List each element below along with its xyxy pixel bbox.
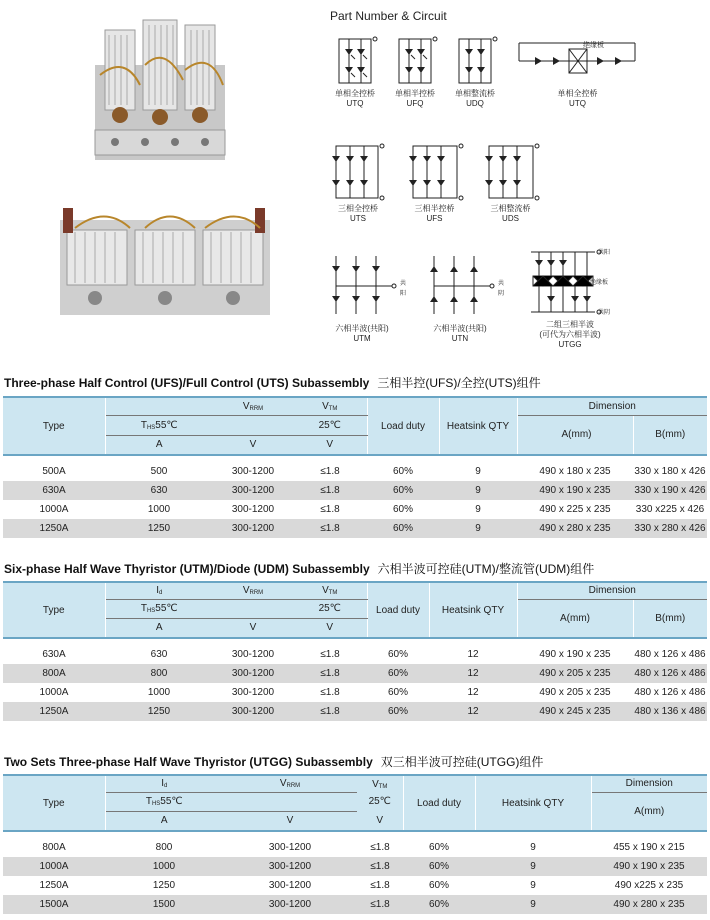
table-cell: ≤1.8 [293, 500, 367, 519]
circuit-diagram-icon [391, 35, 439, 87]
col-bmm: B(mm) [633, 599, 707, 638]
table-cell: 9 [475, 876, 591, 895]
section-title [4, 753, 543, 770]
col-ths: $T_{HS}55℃$ [105, 792, 223, 811]
table-cell: 1250A [3, 876, 105, 895]
circuit-code: UTN [451, 334, 469, 343]
table-cell: 300-1200 [223, 838, 357, 857]
table-row [3, 664, 707, 683]
circuit-cn: (可代为六相半波) [539, 330, 601, 339]
table-cell: 60% [367, 462, 439, 481]
circuit-cn: 六相半波(共阳) [335, 324, 389, 333]
table-cell: 60% [403, 895, 475, 914]
circuit-code: UTM [353, 334, 371, 343]
table-cell: 490 x 190 x 235 [517, 645, 633, 664]
table-cell: 1000 [105, 500, 213, 519]
circuit-cn: 三相全控桥 [338, 204, 378, 213]
col-blank [223, 792, 357, 811]
product-photo-bottom [55, 200, 275, 320]
circuit-tag: 共阴 [598, 310, 611, 316]
table-cell: 490 x 180 x 235 [517, 462, 633, 481]
table-cell: 300-1200 [213, 462, 293, 481]
section-title [4, 374, 541, 391]
circuit-cn: 单相整流桥 [455, 89, 495, 98]
table-cell: ≤1.8 [293, 683, 367, 702]
spacer-cell [3, 831, 707, 838]
table-cell: 490 x 205 x 235 [517, 683, 633, 702]
circuit-diagram-icon [322, 252, 402, 322]
circuit-utgg [520, 246, 620, 350]
table-cell: ≤1.8 [357, 895, 403, 914]
table-cell: 300-1200 [223, 857, 357, 876]
col-vtm: $V_{TM}$ [293, 582, 367, 599]
table-cell: 300-1200 [213, 664, 293, 683]
table-cell: 60% [367, 645, 429, 664]
circuit-diagram-icon [405, 142, 465, 202]
circuit-utq-insulated [515, 35, 640, 109]
table-cell: 480 x 126 x 486 [633, 645, 707, 664]
table-cell: 1000 [105, 683, 213, 702]
table-cell: 9 [439, 500, 517, 519]
col-heat: Heatsink QTY [429, 582, 517, 638]
spec-table-1 [3, 396, 707, 538]
table-cell: 60% [403, 838, 475, 857]
table-cell: 800A [3, 664, 105, 683]
unit-v: V [213, 618, 293, 638]
col-amm: A(mm) [591, 792, 707, 831]
table-cell: 9 [475, 895, 591, 914]
table-cell: 330 x225 x 426 [633, 500, 707, 519]
table-cell: 490 x225 x 235 [591, 876, 707, 895]
circuit-tag: 绝缘板 [583, 42, 604, 49]
col-t25: 25℃ [293, 599, 367, 618]
table-cell: ≤1.8 [293, 481, 367, 500]
table-row [3, 481, 707, 500]
table-cell: 12 [429, 664, 517, 683]
col-vtm: $V_{TM}$ [293, 397, 367, 415]
table-cell: ≤1.8 [293, 519, 367, 538]
table-cell: 630 [105, 481, 213, 500]
circuit-code: UTQ [569, 99, 586, 108]
circuit-diagram-icon [331, 35, 379, 87]
col-type: Type [3, 775, 105, 831]
spacer-cell [3, 638, 707, 645]
table-spacer [3, 455, 707, 462]
section-title-en: Two Sets Three-phase Half Wave Thyristor (UTGG) Subassembly [4, 755, 373, 769]
table-cell: 9 [439, 462, 517, 481]
table-cell: 490 x 280 x 235 [591, 895, 707, 914]
table-cell: 1250 [105, 519, 213, 538]
table-cell: 630A [3, 645, 105, 664]
unit-v: V [223, 811, 357, 831]
circuit-code: UTS [350, 214, 366, 223]
table-cell: 800 [105, 838, 223, 857]
table-cell: ≤1.8 [357, 876, 403, 895]
table-cell: 300-1200 [213, 702, 293, 721]
circuit-diagram-icon [330, 142, 386, 202]
circuit-cn: 三相整流桥 [490, 204, 531, 213]
col-type: Type [3, 397, 105, 455]
circuit-utm [322, 252, 407, 344]
table-cell: 490 x 205 x 235 [517, 664, 633, 683]
table-cell: 490 x 225 x 235 [517, 500, 633, 519]
table-cell: 9 [475, 857, 591, 876]
circuit-tag: 共阴 [498, 281, 505, 297]
circuit-utn [420, 252, 505, 344]
table-cell: 490 x 245 x 235 [517, 702, 633, 721]
table-cell: 1250 [105, 702, 213, 721]
table-cell: 480 x 136 x 486 [633, 702, 707, 721]
table-row [3, 702, 707, 721]
col-load: Load duty [367, 582, 429, 638]
circuit-cn: 六相半波(共阳) [433, 324, 487, 333]
circuit-cn: 单相全控桥 [335, 89, 375, 98]
unit-a: A [105, 435, 213, 455]
table-cell: 60% [367, 519, 439, 538]
table-cell: 500A [3, 462, 105, 481]
table-cell: 12 [429, 702, 517, 721]
table-cell: ≤1.8 [357, 857, 403, 876]
table-cell: 300-1200 [213, 481, 293, 500]
col-vtm: $V_{TM}$ [357, 775, 403, 792]
circuit-tag: 绝缘板 [590, 280, 609, 286]
col-ths: $T_{HS}55℃$ [105, 599, 213, 618]
table-cell: 630A [3, 481, 105, 500]
section-title-en: Six-phase Half Wave Thyristor (UTM)/Diode (UDM) Subassembly [4, 562, 370, 576]
col-t25: 25℃ [357, 792, 403, 811]
table-cell: 1250 [105, 876, 223, 895]
table-cell: 1000A [3, 857, 105, 876]
table-cell: 1500 [105, 895, 223, 914]
table-cell: 60% [403, 857, 475, 876]
table-cell: 490 x 280 x 235 [517, 519, 633, 538]
table-cell: 800A [3, 838, 105, 857]
circuit-udq [445, 35, 505, 109]
col-amm: A(mm) [517, 599, 633, 638]
table-cell: 1000A [3, 500, 105, 519]
col-load: Load duty [403, 775, 475, 831]
spacer-cell [3, 455, 707, 462]
circuit-code: UDQ [466, 99, 484, 108]
table-cell: 60% [367, 664, 429, 683]
table-cell: 490 x 190 x 235 [517, 481, 633, 500]
table-cell: 300-1200 [213, 500, 293, 519]
table-cell: 300-1200 [213, 683, 293, 702]
spec-table-3 [3, 774, 707, 914]
table-cell: 800 [105, 664, 213, 683]
section-title-cn: 三相半控(UFS)/全控(UTS)组件 [377, 376, 541, 390]
unit-v: V [357, 811, 403, 831]
col-blank [213, 599, 293, 618]
table-row [3, 462, 707, 481]
col-dimension: Dimension [591, 775, 707, 792]
table-cell: 9 [439, 519, 517, 538]
table-cell: 480 x 126 x 486 [633, 664, 707, 683]
unit-v: V [293, 618, 367, 638]
col-heat: Heatsink QTY [475, 775, 591, 831]
circuit-code: UTQ [346, 99, 364, 108]
table-cell: 300-1200 [223, 895, 357, 914]
unit-a: A [105, 811, 223, 831]
table-cell: 12 [429, 645, 517, 664]
col-amm: A(mm) [517, 415, 633, 455]
table-row [3, 500, 707, 519]
circuit-code: UFS [426, 214, 443, 223]
table-cell: 300-1200 [223, 876, 357, 895]
table-row [3, 838, 707, 857]
table-spacer [3, 831, 707, 838]
col-vrrm: $V_{RRM}$ [223, 775, 357, 792]
table-row [3, 876, 707, 895]
table-cell: 500 [105, 462, 213, 481]
circuit-cn: 三相半控桥 [414, 204, 455, 213]
col-load: Load duty [367, 397, 439, 455]
table-cell: 1000A [3, 683, 105, 702]
col-blank [213, 415, 293, 435]
circuit-code: UTGG [558, 340, 582, 349]
section-title-cn: 六相半波可控硅(UTM)/整流管(UDM)组件 [377, 562, 595, 576]
circuit-diagram-icon [420, 252, 500, 322]
col-id: $I_d$ [105, 775, 223, 792]
circuit-diagram-icon [481, 142, 541, 202]
spec-table-2 [3, 581, 707, 721]
table-cell: ≤1.8 [293, 645, 367, 664]
unit-v: V [293, 435, 367, 455]
table-cell: 12 [429, 683, 517, 702]
table-cell: 60% [367, 683, 429, 702]
circuit-utq [325, 35, 385, 109]
table-cell: ≤1.8 [357, 838, 403, 857]
circuit-tag: 共阳 [598, 250, 611, 256]
table-cell: 330 x 280 x 426 [633, 519, 707, 538]
circuit-ufq [385, 35, 445, 109]
table-cell: 300-1200 [213, 645, 293, 664]
table-row [3, 519, 707, 538]
table-cell: 9 [475, 838, 591, 857]
circuit-code: UDS [502, 214, 519, 223]
table-cell: 300-1200 [213, 519, 293, 538]
col-blank [105, 397, 213, 415]
col-vrrm: $V_{RRM}$ [213, 397, 293, 415]
table-cell: 1500A [3, 895, 105, 914]
circuit-cn: 单相全控桥 [557, 89, 598, 98]
circuit-code: UFQ [406, 99, 424, 108]
table-row [3, 857, 707, 876]
col-ths: $T_{HS}55℃$ [105, 415, 213, 435]
circuit-ufs [402, 142, 467, 224]
col-id: $I_d$ [105, 582, 213, 599]
table-cell: 60% [403, 876, 475, 895]
table-cell: 60% [367, 481, 439, 500]
col-dimension: Dimension [517, 397, 707, 415]
table-row [3, 645, 707, 664]
table-cell: ≤1.8 [293, 462, 367, 481]
col-t25: 25℃ [293, 415, 367, 435]
circuit-uts [328, 142, 388, 224]
table-cell: 330 x 180 x 426 [633, 462, 707, 481]
section-title [4, 560, 594, 577]
table-row [3, 683, 707, 702]
table-cell: 1250A [3, 702, 105, 721]
section-title-en: Three-phase Half Control (UFS)/Full Control (UTS) Subassembly [4, 376, 370, 390]
circuit-diagram-icon [451, 35, 499, 87]
table-cell: 60% [367, 500, 439, 519]
circuit-cn: 单相半控桥 [395, 89, 435, 98]
table-cell: 1000 [105, 857, 223, 876]
table-cell: 490 x 190 x 235 [591, 857, 707, 876]
col-dimension: Dimension [517, 582, 707, 599]
table-cell: 480 x 126 x 486 [633, 683, 707, 702]
table-cell: 630 [105, 645, 213, 664]
table-row [3, 895, 707, 914]
col-vrrm: $V_{RRM}$ [213, 582, 293, 599]
circuits-title: Part Number & Circuit [330, 9, 447, 23]
col-bmm: B(mm) [633, 415, 707, 455]
table-spacer [3, 638, 707, 645]
table-cell: 1250A [3, 519, 105, 538]
product-photo-top [85, 5, 235, 170]
table-cell: 455 x 190 x 215 [591, 838, 707, 857]
unit-v: V [213, 435, 293, 455]
circuit-tag: 共阳 [400, 281, 407, 297]
circuit-cn: 二组三相半波 [546, 320, 594, 329]
table-cell: ≤1.8 [293, 664, 367, 683]
circuit-uds [478, 142, 543, 224]
table-cell: 330 x 190 x 426 [633, 481, 707, 500]
circuit-diagram-icon [515, 35, 640, 87]
unit-a: A [105, 618, 213, 638]
table-cell: 9 [439, 481, 517, 500]
section-title-cn: 双三相半波可控硅(UTGG)组件 [380, 755, 544, 769]
col-heat: Heatsink QTY [439, 397, 517, 455]
table-cell: 60% [367, 702, 429, 721]
table-cell: ≤1.8 [293, 702, 367, 721]
col-type: Type [3, 582, 105, 638]
